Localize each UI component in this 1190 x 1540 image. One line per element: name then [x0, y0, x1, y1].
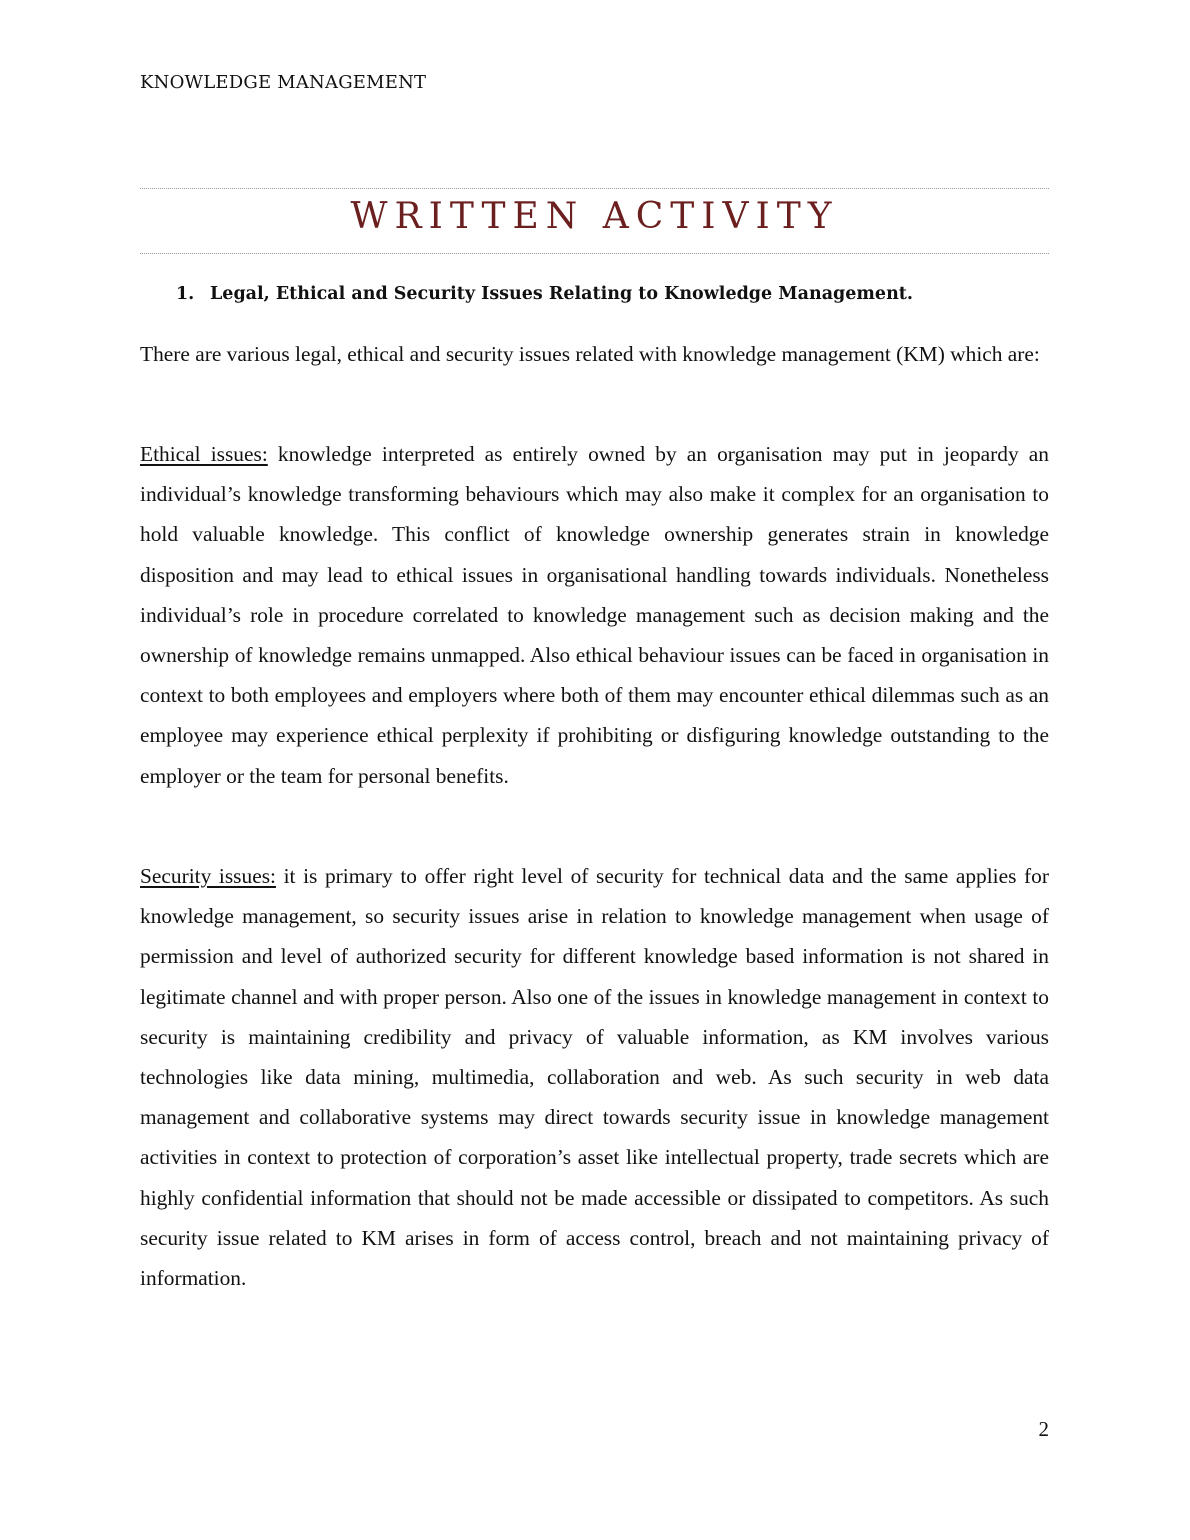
title-top-rule: [140, 188, 1049, 189]
section-heading: [176, 284, 913, 304]
page-number: 2: [1038, 1417, 1049, 1441]
ethical-issues-label: Ethical issues:: [140, 442, 268, 466]
title-bottom-rule: [140, 253, 1049, 254]
ethical-issues-text: knowledge interpreted as entirely owned by an organisation may put in jeopardy an individual’s knowledge transforming behaviours which may also make it complex for an organisation to hold valuable knowledge. This conflict of knowledge ownership generates strain in knowledge disposition and may lead to ethical issues in organisational handling towards individuals. Nonetheless individual’s role in procedure correlated to knowledge management such as decision making and the ownership of knowledge remains unmapped. Also ethical behaviour issues can be faced in organisation in context to both employees and employers where both of them may encounter ethical dilemmas such as an employee may experience ethical perplexity if prohibiting or disfiguring knowledge outstanding to the employer or the team for personal benefits.: [140, 442, 1049, 788]
section-number: 1.: [176, 284, 195, 304]
security-issues-label: Security issues:: [140, 864, 276, 888]
intro-paragraph: There are various legal, ethical and security issues related with knowledge management (KM) which are:: [140, 342, 1040, 366]
document-title: WRITTEN ACTIVITY: [350, 196, 839, 237]
section-heading-text: Legal, Ethical and Security Issues Relating to Knowledge Management.: [210, 284, 913, 304]
running-header: KNOWLEDGE MANAGEMENT: [140, 72, 427, 93]
ethical-issues-paragraph: [140, 434, 1049, 796]
security-issues-text: it is primary to offer right level of security for technical data and the same applies for knowledge management, so security issues arise in relation to knowledge management when usage of permission and level of authorized security for different knowledge based information is not shared in legitimate channel and with proper person. Also one of the issues in knowledge management in context to security is maintaining credibility and privacy of valuable information, as KM involves various technologies like data mining, multimedia, collaboration and web. As such security in web data management and collaborative systems may direct towards security issue in knowledge management activities in context to protection of corporation’s asset like intellectual property, trade secrets which are highly confidential information that should not be made accessible or dissipated to competitors. As such security issue related to KM arises in form of access control, breach and not maintaining privacy of information.: [140, 864, 1049, 1291]
security-issues-paragraph: [140, 856, 1049, 1298]
